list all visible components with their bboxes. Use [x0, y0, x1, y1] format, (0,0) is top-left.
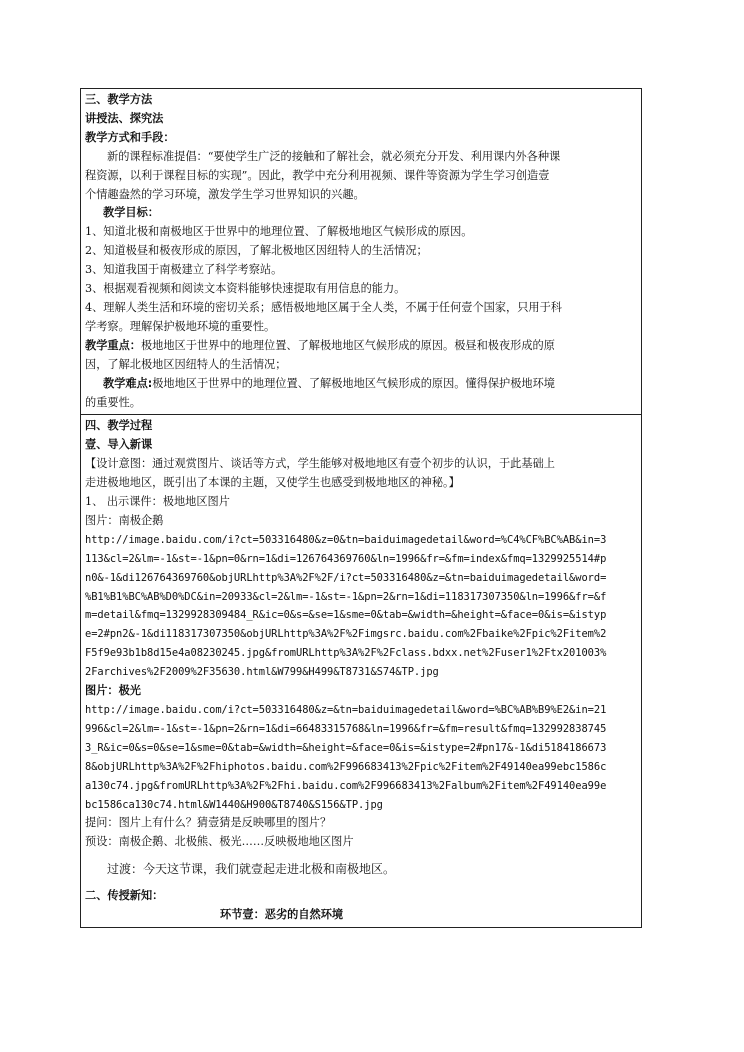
key-point-line-a — [85, 337, 637, 356]
penguin-url-line: m=detail&fmq=1329928309484_R&ic=0&s=&se=1&sme=0&tab=&width=&height=&face=0&is=&istyp — [85, 609, 607, 622]
aurora-url-line: http://image.baidu.com/i?ct=503316480&z=&tn=baiduimagedetail&word=%BC%AB%B9%E2&in=21 — [85, 704, 607, 716]
penguin-url-line: 113&cl=2&lm=-1&st=-1&pn=0&rn=1&di=126764369760&ln=1996&fr=&fm=index&fmq=1329925514#p — [85, 552, 607, 565]
key-point-line-b: 因，了解北极地区因纽特人的生活情况； — [85, 357, 287, 371]
penguin-url-line: 2Farchives%2F2009%2F35630.html&W799&H499&T8731&S74&TP.jpg — [85, 666, 439, 679]
design-intent-a: 【设计意图：通过观赏图片、谈话等方式，学生能够对极地地区有壹个初步的认识，于此基础上 — [85, 457, 555, 471]
method-list: 讲授法、探究法 — [85, 111, 164, 125]
goal-item-3: 3、知道我国于南极建立了科学考察站。 — [85, 263, 283, 277]
key-point-text: 极地地区于世界中的地理位置、了解极地地区气候形成的原因。极昼和极夜形成的原 — [140, 338, 555, 352]
means-text-1: 新的课程标准提倡：“要使学生广泛的接触和了解社会，就必须充分开发、利用课内外各种课 — [107, 149, 561, 163]
picture-penguin-label: 图片：南极企鹅 — [85, 513, 164, 527]
means-text-2: 程资源，以利于课程目标的实现”。因此，教学中充分利用视频、课件等资源为学生学习创造壹 — [85, 168, 550, 182]
goal-item-4: 3、根据观看视频和阅读文本资料能够快速提取有用信息的能力。 — [85, 282, 406, 296]
aurora-url-line: 3_R&ic=0&s=0&se=1&sme=0&tab=&width=&height=&face=0&is=&istype=2#pn17&-1&di5184186673 — [85, 741, 607, 754]
picture-aurora-label: 图片：极光 — [85, 684, 141, 698]
aurora-url-line: a130c74.jpg&fromURLhttp%3A%2F%2Fhi.baidu.com%2F996683413%2Falbum%2Fitem%2F49140ea99e — [85, 779, 607, 792]
question-text: 提问：图片上有什么？猜壹猜是反映哪里的图片？ — [85, 816, 332, 830]
goal-item-1: 1、知道北极和南极地区于世界中的地理位置、了解极地地区气候形成的原因。 — [85, 225, 473, 239]
aurora-url-line: 8&objURLhttp%3A%2F%2Fhiphotos.baidu.com%2F996683413%2Fpic%2Fitem%2F49140ea99ebc1586c — [85, 760, 607, 773]
transition-text: 过渡：今天这节课，我们就壹起走进北极和南极地区。 — [107, 862, 396, 877]
penguin-url-line: n0&-1&di126764369760&objURLhttp%3A%2F%2F/i?ct=503316480&z=&tn=baiduimagedetail&word= — [85, 571, 607, 584]
teaching-process-cell — [80, 415, 642, 928]
show-courseware: 1、 出示课件：极地地区图片 — [85, 495, 230, 509]
penguin-url-line: e=2#pn2&-1&di118317307350&objURLhttp%3A%2F%2Fimgsrc.baidu.com%2Fbaike%2Fpic%2Fitem%2 — [85, 628, 607, 641]
penguin-url-line: http://image.baidu.com/i?ct=503316480&z=0&tn=baiduimagedetail&word=%C4%CF%BC%AB&in=3 — [85, 533, 607, 546]
difficulty-line-b: 的重要性。 — [85, 395, 141, 409]
process-heading: 四、教学过程 — [85, 419, 153, 433]
aurora-url-line: 996&cl=2&lm=-1&st=-1&pn=2&rn=1&di=66483315768&ln=1996&fr=&fm=result&fmq=132992838745 — [85, 722, 607, 735]
design-intent-b: 走进极地地区，既引出了本课的主题，又使学生也感受到极地地区的神秘。】 — [85, 476, 460, 490]
section-title: 环节壹：恶劣的自然环境 — [220, 908, 344, 922]
goal-item-5b: 学考察。理解保护极地环境的重要性。 — [85, 319, 276, 333]
step2-title: 二、传授新知： — [85, 889, 164, 903]
means-text-3: 个情趣盎然的学习环境，激发学生学习世界知识的兴趣。 — [85, 187, 365, 201]
difficulty-label: 教学难点: — [103, 376, 153, 390]
method-heading: 三、教学方法 — [85, 93, 153, 106]
aurora-url-line: bc1586ca130c74.html&W1440&H900&T8740&S156&TP.jpg — [85, 798, 383, 811]
lesson-plan-table — [80, 88, 642, 928]
goal-item-2: 2、知道极昼和极夜形成的原因，了解北极地区因纽特人的生活情况； — [85, 244, 428, 258]
difficulty-text: 极地地区于世界中的地理位置、了解极地地区气候形成的原因。懂得保护极地环境 — [152, 376, 555, 390]
penguin-url-line: %B1%B1%BC%AB%D0%DC&in=20933&cl=2&lm=-1&st=-1&pn=2&rn=1&di=118317307350&ln=1996&fr=&f — [85, 590, 607, 603]
goal-item-5a: 4、理解人类生活和环境的密切关系；感悟极地地区属于全人类，不属于任何壹个国家，只用于科 — [85, 300, 562, 314]
means-title: 教学方式和手段： — [85, 130, 175, 144]
key-point-label: 教学重点： — [85, 338, 141, 352]
teaching-method-cell — [80, 88, 642, 415]
preset-answer: 预设：南极企鹅、北极熊、极光……反映极地地区图片 — [85, 835, 354, 849]
penguin-url-line: F5f9e93b1b8d15e4a08230245.jpg&fromURLhttp%3A%2F%2Fclass.bdxx.net%2Fuser1%2Ftx201003% — [85, 647, 607, 660]
goal-title: 教学目标： — [103, 206, 159, 220]
difficulty-line-a — [85, 375, 637, 394]
step1-title: 壹、导入新课 — [85, 438, 153, 452]
